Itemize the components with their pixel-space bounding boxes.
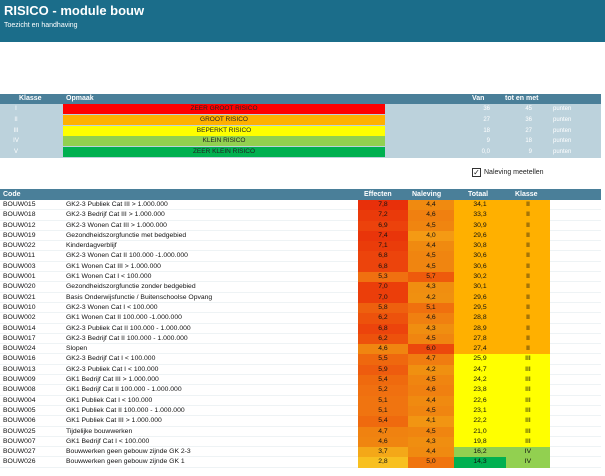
cell-totaal: 27,4 [454, 344, 506, 354]
cell-description: GK2-3 Publiek Cat II 100.000 - 1.000.000 [66, 324, 191, 332]
header-effecten: Effecten [364, 191, 392, 198]
naleving-checkbox[interactable] [472, 168, 544, 177]
cell-code: BOUW026 [3, 458, 36, 466]
cell-naleving: 4,3 [408, 324, 454, 334]
cell-totaal: 29,6 [454, 293, 506, 303]
klasse-tot: 9 [528, 149, 532, 156]
table-row[interactable] [0, 324, 601, 334]
cell-totaal: 30,6 [454, 251, 506, 261]
cell-code: BOUW007 [3, 437, 36, 445]
table-row[interactable] [0, 210, 601, 220]
cell-totaal: 22,6 [454, 396, 506, 406]
cell-effecten: 5,8 [358, 303, 408, 313]
klasse-van: 27 [483, 116, 490, 123]
table-row[interactable] [0, 293, 601, 303]
klasse-van: 0,0 [481, 149, 490, 156]
header-code: Code [3, 191, 21, 198]
cell-code: BOUW015 [3, 201, 36, 208]
cell-effecten: 3,7 [358, 447, 408, 457]
cell-klasse: III [506, 385, 550, 395]
cell-totaal: 21,0 [454, 427, 506, 437]
cell-klasse: IV [506, 457, 550, 467]
cell-naleving: 4,5 [408, 262, 454, 272]
cell-effecten: 6,8 [358, 262, 408, 272]
cell-naleving: 4,4 [408, 200, 454, 210]
cell-naleving: 5,7 [408, 272, 454, 282]
app-subtitle: Toezicht en handhaving [4, 22, 78, 29]
cell-description: GK2-3 Wonen Cat I < 100.000 [66, 303, 158, 311]
cell-description: GK1 Wonen Cat I < 100.000 [66, 273, 152, 281]
cell-effecten: 5,1 [358, 406, 408, 416]
table-row[interactable] [0, 457, 601, 467]
cell-effecten: 5,2 [358, 385, 408, 395]
table-row[interactable] [0, 272, 601, 282]
cell-effecten: 4,6 [358, 437, 408, 447]
cell-effecten: 5,4 [358, 375, 408, 385]
cell-description: Bouwwerken geen gebouw zijnde GK 2-3 [66, 448, 191, 456]
cell-totaal: 24,7 [454, 365, 506, 375]
cell-code: BOUW001 [3, 273, 36, 281]
cell-naleving: 4,6 [408, 210, 454, 220]
cell-naleving: 4,5 [408, 221, 454, 231]
cell-klasse: II [506, 344, 550, 354]
cell-effecten: 5,1 [358, 396, 408, 406]
cell-klasse: II [506, 272, 550, 282]
cell-description: Basis Onderwijsfunctie / Buitenschoolse Opvang [66, 293, 213, 301]
cell-description: GK2-3 Wonen Cat III > 1.000.000 [66, 221, 167, 229]
cell-description: GK1 Publiek Cat II 100.000 - 1.000.000 [66, 406, 185, 414]
cell-description: GK1 Bedrijf Cat I < 100.000 [66, 437, 150, 445]
cell-code: BOUW010 [3, 303, 36, 311]
table-row[interactable] [0, 251, 601, 261]
cell-klasse: II [506, 293, 550, 303]
cell-description: GK2-3 Bedrijf Cat II 100.000 - 1.000.000 [66, 334, 188, 342]
cell-description: GK2-3 Publiek Cat III > 1.000.000 [66, 201, 168, 208]
cell-code: BOUW014 [3, 324, 36, 332]
table-row[interactable] [0, 231, 601, 241]
cell-klasse: II [506, 282, 550, 292]
klasse-roman: III [13, 127, 19, 134]
table-row[interactable] [0, 447, 601, 457]
cell-code: BOUW002 [3, 314, 36, 322]
cell-klasse: II [506, 251, 550, 261]
cell-klasse: III [506, 354, 550, 364]
cell-effecten: 4,7 [358, 427, 408, 437]
klasse-tot: 45 [525, 106, 532, 112]
cell-description: Kinderdagverblijf [66, 242, 117, 250]
cell-description: GK2-3 Bedrijf Cat I < 100.000 [66, 355, 156, 363]
table-row[interactable] [0, 344, 601, 354]
cell-code: BOUW025 [3, 427, 36, 435]
cell-description: GK1 Bedrijf Cat II 100.000 - 1.000.000 [66, 386, 182, 394]
cell-naleving: 4,5 [408, 406, 454, 416]
app-title: RISICO - module bouw [4, 3, 145, 18]
klasse-roman: V [13, 149, 18, 156]
klasse-color-bar: GROOT RISICO [63, 115, 385, 125]
cell-description: Tijdelijke bouwwerken [66, 427, 133, 435]
klasse-tot: 27 [525, 127, 532, 134]
cell-naleving: 4,2 [408, 293, 454, 303]
cell-code: BOUW008 [3, 386, 36, 394]
cell-naleving: 4,5 [408, 251, 454, 261]
header-opmaak: Opmaak [66, 95, 94, 102]
header-klasse: Klasse [515, 191, 538, 198]
cell-totaal: 16,2 [454, 447, 506, 457]
table-row[interactable] [0, 200, 601, 210]
app-header [0, 0, 605, 42]
table-row[interactable] [0, 406, 601, 416]
cell-klasse: II [506, 241, 550, 251]
table-row[interactable] [0, 241, 601, 251]
cell-code: BOUW020 [3, 283, 36, 291]
cell-description: GK1 Wonen Cat III > 1.000.000 [66, 262, 161, 270]
cell-naleving: 4,4 [408, 396, 454, 406]
cell-code: BOUW012 [3, 221, 36, 229]
header-totaal: Totaal [468, 191, 489, 198]
cell-naleving: 6,0 [408, 344, 454, 354]
checkbox-box[interactable]: ✓ [473, 168, 480, 177]
cell-klasse: III [506, 416, 550, 426]
cell-effecten: 2,8 [358, 457, 408, 467]
klasse-row [0, 126, 601, 137]
cell-klasse: III [506, 437, 550, 447]
cell-code: BOUW005 [3, 406, 36, 414]
cell-effecten: 5,9 [358, 365, 408, 375]
cell-naleving: 5,1 [408, 303, 454, 313]
cell-effecten: 7,1 [358, 241, 408, 251]
cell-description: GK2-3 Bedrijf Cat III > 1.000.000 [66, 211, 165, 219]
cell-description: GK1 Publiek Cat I < 100.000 [66, 396, 153, 404]
cell-klasse: III [506, 365, 550, 375]
cell-naleving: 4,3 [408, 282, 454, 292]
cell-totaal: 23,1 [454, 406, 506, 416]
cell-klasse: III [506, 406, 550, 416]
table-row[interactable] [0, 427, 601, 437]
cell-description: GK2-3 Wonen Cat II 100.000 -1.000.000 [66, 252, 188, 260]
cell-effecten: 5,5 [358, 354, 408, 364]
cell-code: BOUW017 [3, 334, 36, 342]
cell-code: BOUW022 [3, 242, 36, 250]
cell-code: BOUW009 [3, 376, 36, 384]
cell-totaal: 30,2 [454, 272, 506, 282]
cell-code: BOUW003 [3, 262, 36, 270]
cell-totaal: 34,1 [454, 200, 506, 210]
cell-description: GK1 Publiek Cat III > 1.000.000 [66, 417, 162, 425]
cell-klasse: II [506, 303, 550, 313]
cell-naleving: 4,5 [408, 427, 454, 437]
cell-totaal: 19,8 [454, 437, 506, 447]
klasse-unit: punten [553, 149, 572, 156]
cell-totaal: 30,8 [454, 241, 506, 251]
cell-effecten: 7,0 [358, 293, 408, 303]
klasse-row [0, 147, 601, 158]
cell-klasse: II [506, 262, 550, 272]
cell-naleving: 4,5 [408, 375, 454, 385]
main-table-body [0, 200, 601, 468]
cell-effecten: 6,8 [358, 251, 408, 261]
klasse-roman: IV [13, 138, 19, 145]
cell-description: Bouwwerken geen gebouw zijnde GK 1 [66, 458, 185, 466]
cell-effecten: 5,4 [358, 416, 408, 426]
cell-klasse: II [506, 324, 550, 334]
klasse-table-body [0, 104, 601, 158]
klasse-unit: punten [553, 106, 572, 112]
cell-description: Slopen [66, 345, 88, 353]
cell-effecten: 6,8 [358, 324, 408, 334]
cell-totaal: 28,8 [454, 313, 506, 323]
cell-code: BOUW011 [3, 252, 35, 260]
table-row[interactable] [0, 416, 601, 426]
klasse-row [0, 104, 601, 115]
table-row[interactable] [0, 375, 601, 385]
cell-totaal: 28,9 [454, 324, 506, 334]
table-row[interactable] [0, 437, 601, 447]
cell-description: GK2-3 Publiek Cat I < 100.000 [66, 365, 159, 373]
cell-code: BOUW018 [3, 211, 36, 219]
cell-klasse: III [506, 375, 550, 385]
klasse-van: 18 [483, 127, 490, 134]
cell-totaal: 30,1 [454, 282, 506, 292]
cell-effecten: 7,4 [358, 231, 408, 241]
main-table-header [0, 189, 601, 200]
klasse-color-bar: ZEER KLEIN RISICO [63, 147, 385, 157]
cell-totaal: 30,9 [454, 221, 506, 231]
cell-naleving: 4,5 [408, 334, 454, 344]
header-klasse: Klasse [19, 95, 42, 102]
cell-naleving: 4,3 [408, 437, 454, 447]
cell-klasse: III [506, 427, 550, 437]
klasse-table-header [0, 94, 601, 104]
cell-klasse: II [506, 221, 550, 231]
cell-totaal: 25,9 [454, 354, 506, 364]
cell-naleving: 4,7 [408, 354, 454, 364]
klasse-tot: 36 [525, 116, 532, 123]
klasse-color-bar: ZEER GROOT RISICO [63, 104, 385, 114]
cell-naleving: 4,6 [408, 385, 454, 395]
table-row[interactable] [0, 354, 601, 364]
cell-naleving: 4,1 [408, 416, 454, 426]
cell-naleving: 4,6 [408, 313, 454, 323]
klasse-roman: I [15, 106, 17, 112]
cell-effecten: 6,2 [358, 334, 408, 344]
klasse-color-bar: KLEIN RISICO [63, 136, 385, 146]
table-row[interactable] [0, 221, 601, 231]
klasse-van: 36 [483, 106, 490, 112]
klasse-roman: II [14, 116, 18, 123]
cell-code: BOUW013 [3, 365, 36, 373]
cell-klasse: III [506, 396, 550, 406]
cell-effecten: 7,8 [358, 200, 408, 210]
checkbox-label: Naleving meetellen [484, 169, 544, 176]
cell-effecten: 6,2 [358, 313, 408, 323]
klasse-van: 9 [486, 138, 490, 145]
table-row[interactable] [0, 334, 601, 344]
cell-totaal: 27,8 [454, 334, 506, 344]
cell-description: Gezondheidszorgfunctie met bedgebied [66, 231, 187, 239]
cell-totaal: 23,8 [454, 385, 506, 395]
table-row[interactable] [0, 396, 601, 406]
cell-totaal: 29,6 [454, 231, 506, 241]
cell-effecten: 7,0 [358, 282, 408, 292]
klasse-unit: punten [553, 138, 572, 145]
cell-naleving: 4,4 [408, 241, 454, 251]
header-naleving: Naleving [412, 191, 442, 198]
klasse-tot: 18 [525, 138, 532, 145]
cell-code: BOUW004 [3, 396, 36, 404]
header-van: Van [472, 95, 485, 102]
klasse-unit: punten [553, 116, 572, 123]
klasse-color-bar: BEPERKT RISICO [63, 126, 385, 136]
cell-totaal: 33,3 [454, 210, 506, 220]
cell-naleving: 4,0 [408, 231, 454, 241]
cell-klasse: II [506, 231, 550, 241]
cell-effecten: 6,9 [358, 221, 408, 231]
klasse-row [0, 115, 601, 126]
header-tot-en-met: tot en met [505, 95, 539, 102]
cell-naleving: 5,0 [408, 457, 454, 467]
cell-effecten: 7,2 [358, 210, 408, 220]
table-row[interactable] [0, 262, 601, 272]
cell-naleving: 4,4 [408, 447, 454, 457]
cell-totaal: 30,6 [454, 262, 506, 272]
table-row[interactable] [0, 303, 601, 313]
cell-description: Gezondheidszorgfunctie zonder bedgebied [66, 283, 196, 291]
cell-description: GK1 Bedrijf Cat III > 1.000.000 [66, 376, 159, 384]
cell-code: BOUW019 [3, 231, 36, 239]
cell-klasse: II [506, 200, 550, 210]
cell-klasse: II [506, 334, 550, 344]
table-row[interactable] [0, 365, 601, 375]
cell-effecten: 4,6 [358, 344, 408, 354]
cell-description: GK1 Wonen Cat II 100.000 -1.000.000 [66, 314, 182, 322]
cell-totaal: 29,5 [454, 303, 506, 313]
cell-totaal: 14,3 [454, 457, 506, 467]
cell-code: BOUW006 [3, 417, 36, 425]
cell-klasse: IV [506, 447, 550, 457]
cell-code: BOUW021 [3, 293, 36, 301]
cell-code: BOUW016 [3, 355, 36, 363]
klasse-unit: punten [553, 127, 572, 134]
table-row[interactable] [0, 282, 601, 292]
cell-effecten: 5,3 [358, 272, 408, 282]
cell-naleving: 4,2 [408, 365, 454, 375]
klasse-row [0, 136, 601, 147]
cell-klasse: II [506, 210, 550, 220]
cell-code: BOUW027 [3, 448, 36, 456]
table-row[interactable] [0, 385, 601, 395]
cell-totaal: 22,2 [454, 416, 506, 426]
cell-totaal: 24,2 [454, 375, 506, 385]
cell-klasse: II [506, 313, 550, 323]
table-row[interactable] [0, 313, 601, 323]
cell-code: BOUW024 [3, 345, 36, 353]
